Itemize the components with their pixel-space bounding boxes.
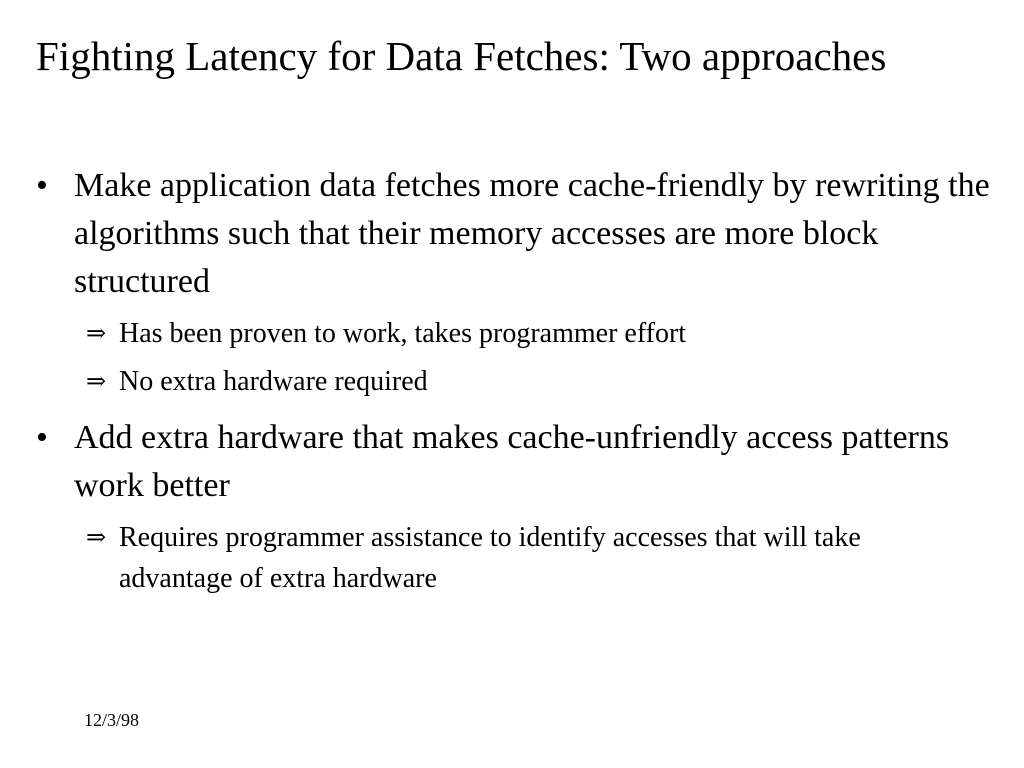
- slide-title: Fighting Latency for Data Fetches: Two approaches: [36, 33, 887, 79]
- bullet-dot-icon: •: [36, 167, 48, 204]
- double-arrow-icon: ⇒: [86, 523, 107, 551]
- subbullet-item: [86, 517, 966, 599]
- bullet-text: Make application data fetches more cache-friendly by rewriting the algorithms such that their memory accesses are more block structured: [74, 167, 990, 300]
- bullet-text: Add extra hardware that makes cache-unfriendly access patterns work better: [74, 419, 950, 504]
- footer-date: 12/3/98: [84, 710, 140, 730]
- double-arrow-icon: ⇒: [86, 367, 107, 395]
- subbullet-text: Has been proven to work, takes programmer effort: [119, 318, 687, 349]
- subbullet-text: No extra hardware required: [119, 366, 428, 397]
- subbullet-item: [86, 361, 966, 402]
- bullet-item: [36, 162, 996, 306]
- bullet-dot-icon: •: [36, 419, 48, 456]
- bullet-item: [36, 414, 996, 510]
- double-arrow-icon: ⇒: [86, 319, 107, 347]
- subbullet-item: [86, 313, 966, 354]
- subbullet-text: Requires programmer assistance to identify accesses that will take advantage of extra hardware: [119, 522, 861, 594]
